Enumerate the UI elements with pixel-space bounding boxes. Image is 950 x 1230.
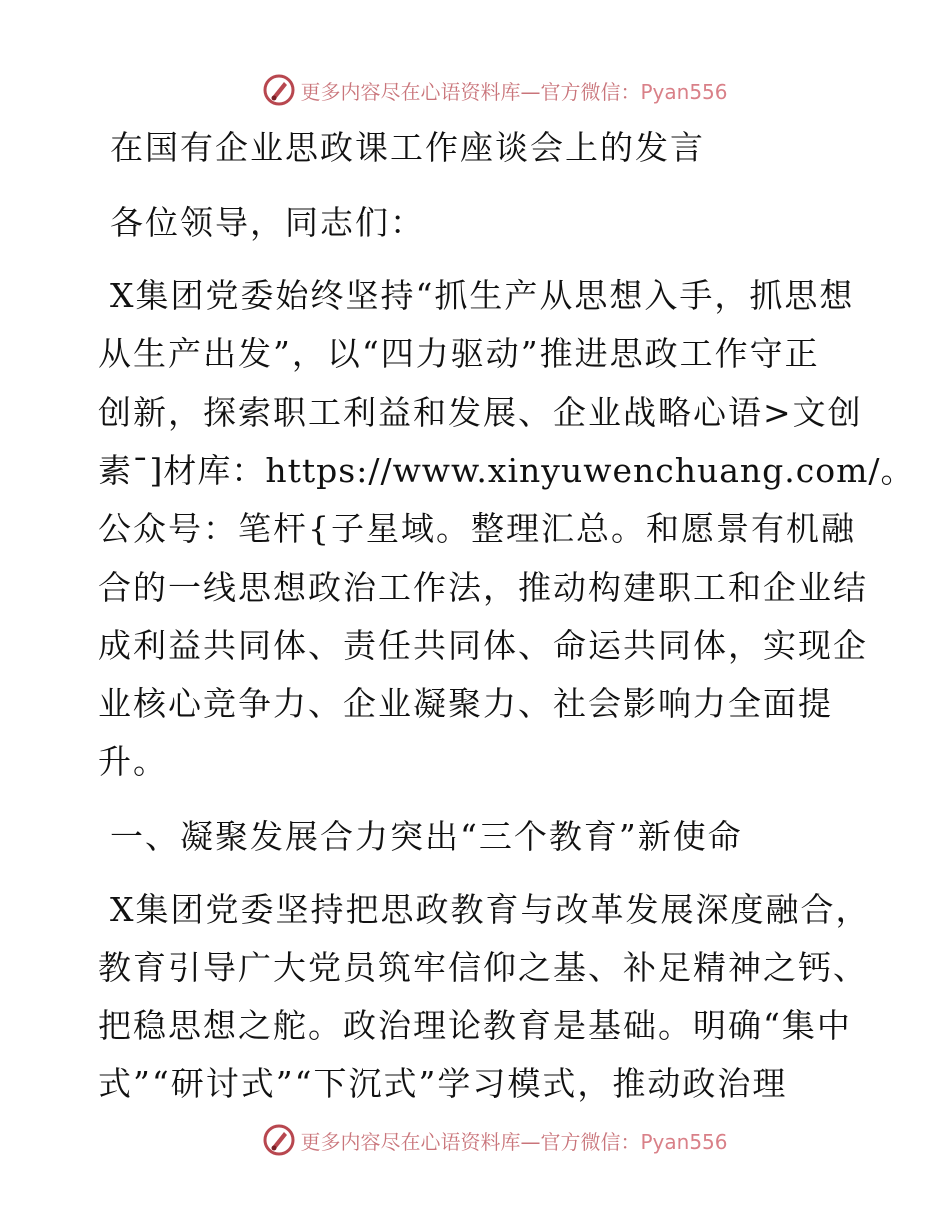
paragraph-line: 业核心竞争力、企业凝聚力、社会影响力全面提 [98,684,833,723]
paragraph-line: 素¯]材库：https://www.xinyuwenchuang.com/。 [98,451,915,490]
watermark-text: 更多内容尽在心语资料库—官方微信：Pyan556 [300,79,728,104]
paragraph-line: 创新，探索职工利益和发展、企业战略心语>文创 [98,393,863,432]
watermark-banner-bottom [0,1120,950,1160]
paragraph-line: 教育引导广大党员筑牢信仰之基、补足精神之钙、 [98,948,868,987]
pen-circle-logo-icon [262,73,296,107]
document-title: 在国有企业思政课工作座谈会上的发言 [110,128,705,167]
paragraph-line: 从生产出发”，以“四力驱动”推进思政工作守正 [98,334,820,373]
pen-circle-logo-icon [262,1123,296,1157]
paragraph-line: 成利益共同体、责任共同体、命运共同体，实现企 [98,626,868,665]
paragraph-line: 公众号：笔杆{子星域。整理汇总。和愿景有机融 [98,509,856,548]
paragraph-line: X集团党委始终坚持“抓生产从思想入手，抓思想 [110,276,855,315]
watermark-text: 更多内容尽在心语资料库—官方微信：Pyan556 [300,1129,728,1154]
paragraph-line: 把稳思想之舵。政治理论教育是基础。明确“集中 [98,1006,852,1045]
section-heading: 一、凝聚发展合力突出“三个教育”新使命 [110,817,743,856]
salutation: 各位领导，同志们： [110,203,425,242]
paragraph-line: 合的一线思想政治工作法，推动构建职工和企业结 [98,568,868,607]
paragraph-line: 升。 [98,742,168,781]
watermark-banner-top [0,70,950,110]
paragraph-line: 式”“研讨式”“下沉式”学习模式，推动政治理 [98,1064,788,1103]
paragraph-line: X集团党委坚持把思政教育与改革发展深度融合， [110,890,871,929]
